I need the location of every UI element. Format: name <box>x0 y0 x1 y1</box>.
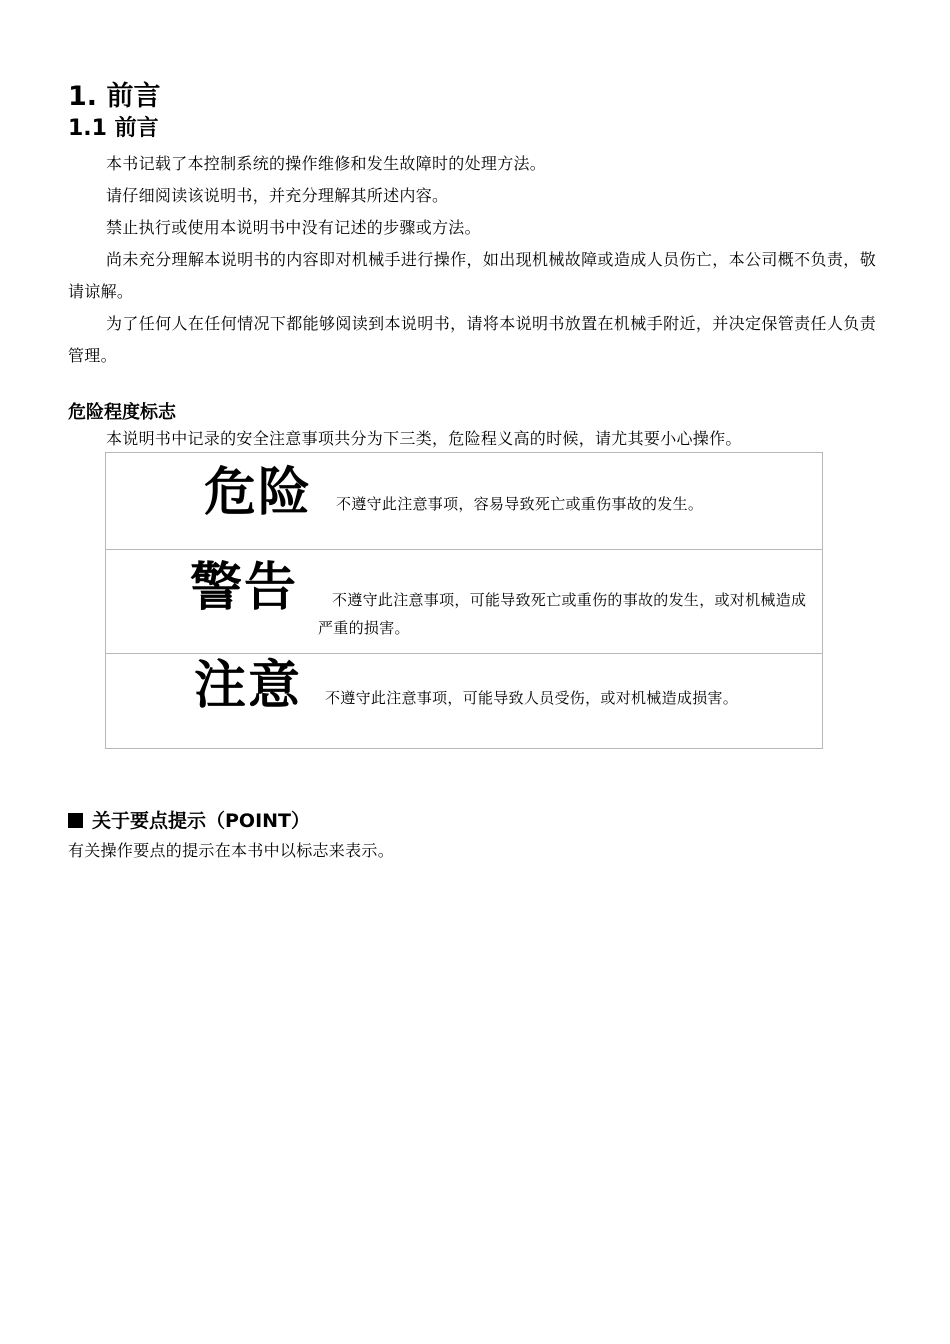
warning-description: 不遵守此注意事项，可能导致死亡或重伤的事故的发生，或对机械造成严重的损害。 <box>318 591 807 637</box>
paragraph: 禁止执行或使用本说明书中没有记述的步骤或方法。 <box>106 218 481 237</box>
caution-label: 注意 <box>194 656 303 716</box>
danger-level-table <box>105 452 823 749</box>
point-title-text: 关于要点提示（POINT） <box>92 810 311 832</box>
danger-description: 不遵守此注意事项，容易导致死亡或重伤事故的发生。 <box>336 495 704 513</box>
danger-row <box>106 453 822 550</box>
page-title: 1. 前言 <box>68 81 161 112</box>
paragraph: 请仔细阅读该说明书，并充分理解其所述内容。 <box>106 186 449 205</box>
paragraph: 尚未充分理解本说明书的内容即对机械手进行操作，如出现机械故障或造成人员伤亡，本公司概不负责，敬请谅解。 <box>68 250 876 301</box>
point-description: 有关操作要点的提示在本书中以标志来表示。 <box>68 841 395 860</box>
danger-levels-intro: 本说明书中记录的安全注意事项共分为下三类，危险程义高的时候，请尤其要小心操作。 <box>106 429 742 448</box>
section-subtitle: 1.1 前言 <box>68 116 159 141</box>
intro-paragraphs <box>68 148 876 372</box>
danger-levels-title: 危险程度标志 <box>68 402 176 423</box>
warning-label: 警告 <box>190 558 299 618</box>
warning-row <box>106 550 822 654</box>
black-square-icon <box>68 813 83 828</box>
danger-label: 危险 <box>204 463 313 523</box>
caution-row <box>106 654 822 748</box>
point-section-title <box>68 807 310 835</box>
caution-description: 不遵守此注意事项，可能导致人员受伤，或对机械造成损害。 <box>325 689 739 707</box>
paragraph: 本书记载了本控制系统的操作维修和发生故障时的处理方法。 <box>106 154 547 173</box>
paragraph: 为了任何人在任何情况下都能够阅读到本说明书，请将本说明书放置在机械手附近，并决定保管责任人负责管理。 <box>68 314 876 365</box>
